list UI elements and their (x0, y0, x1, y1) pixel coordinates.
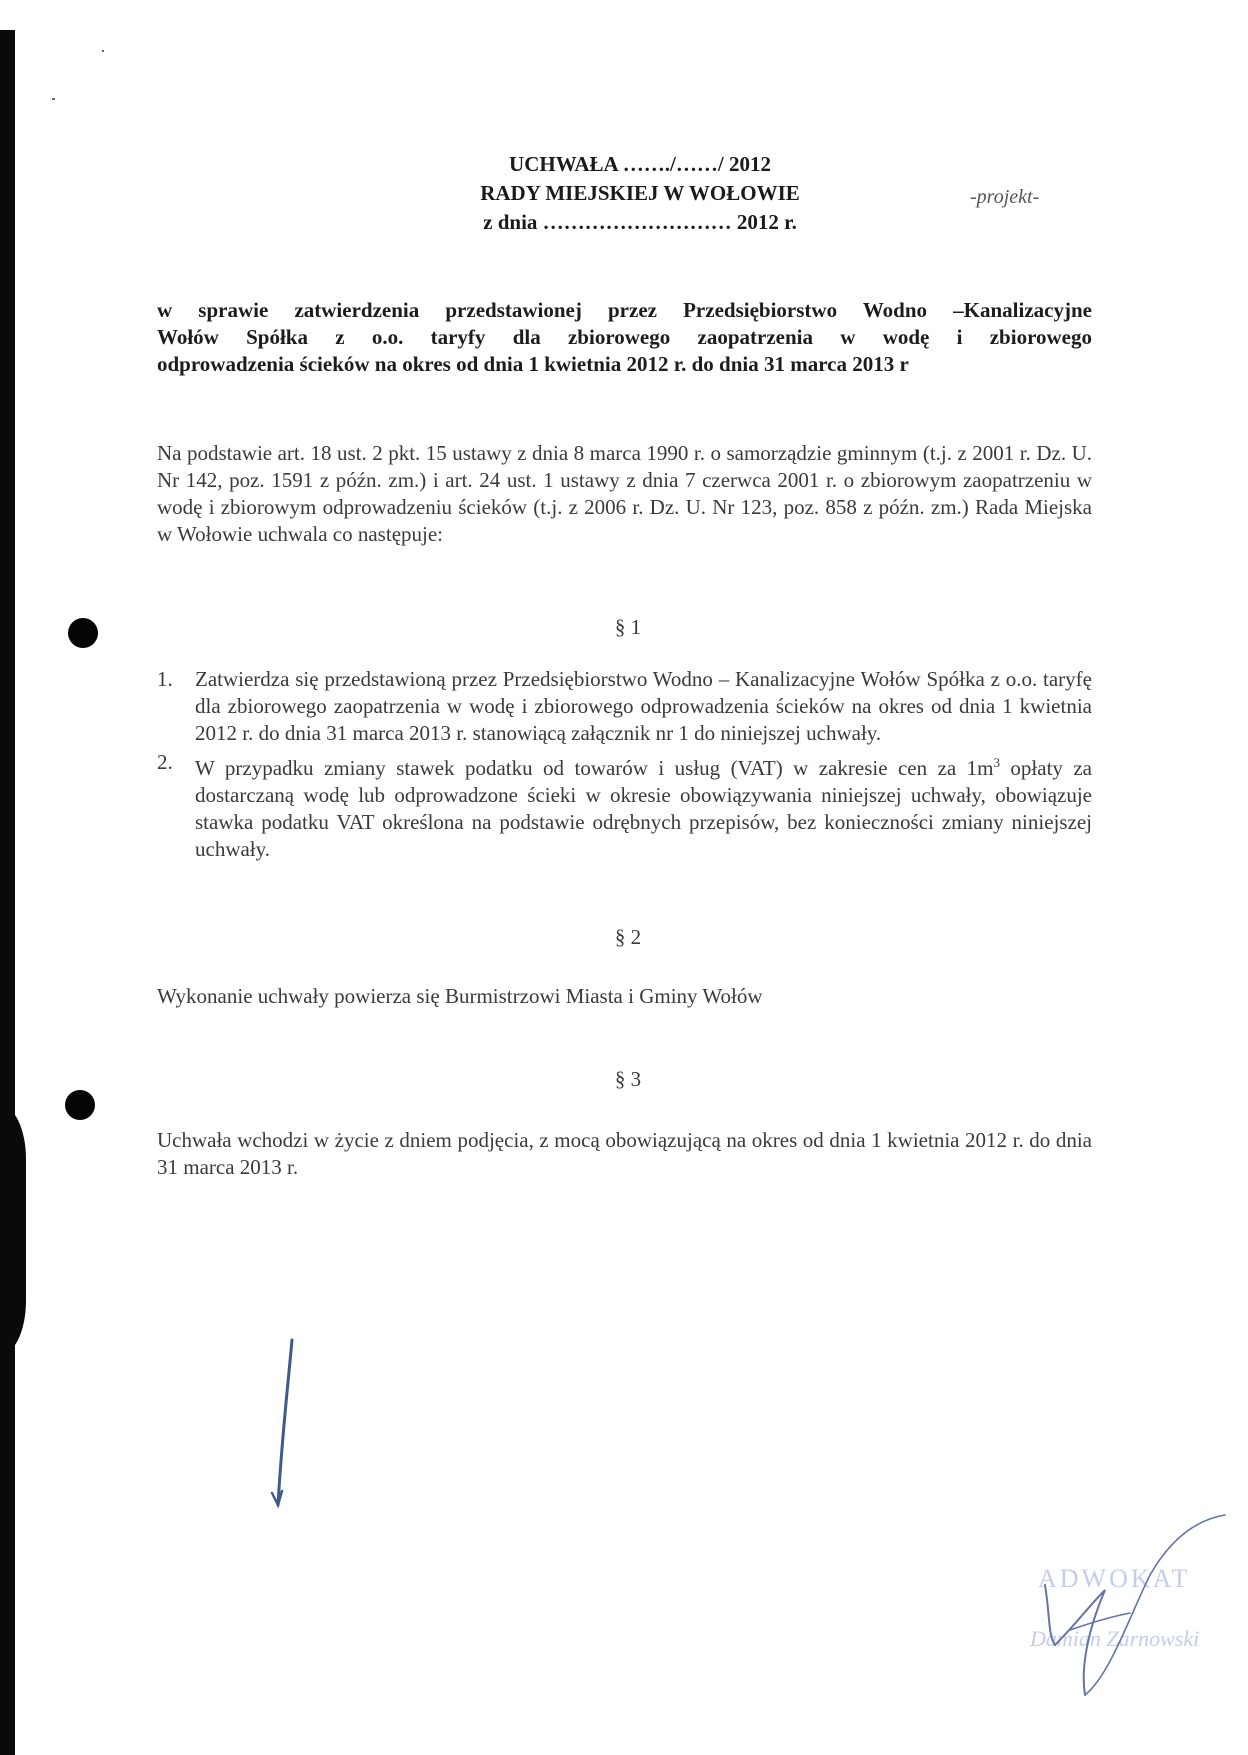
scan-speck (102, 50, 104, 52)
council-name: RADY MIEJSKIEJ W WOŁOWIE (480, 181, 800, 205)
cubic-superscript: 3 (993, 755, 1000, 770)
section-1-sign: § 1 (614, 615, 642, 639)
subject-line: odprowadzenia ścieków na okres od dnia 1 kwietnia 2012 r. do dnia 31 marca 2013 r (157, 352, 909, 376)
list-item-text-part: opłaty za dostarczaną wodę lub odprowadzone ścieki w okresie obowiązywania niniejszej uchwały, obowiązuje stawka podatku VAT określona na podstawie odrębnych przepisów, bez konieczności zmiany niniejszej uchwały. (195, 756, 1092, 861)
list-item-text: Zatwierdza się przedstawioną przez Przedsiębiorstwo Wodno – Kanalizacyjne Wołów Spółka z o.o. taryfę dla zbiorowego zaopatrzenia w wodę i zbiorowego odprowadzenia ścieków na okres od dnia 1 kwietnia 2012 r. do dnia 31 marca 2013 r. stanowiącą załącznik nr 1 do niniejszej uchwały. (195, 667, 1092, 745)
subject-line: w sprawie zatwierdzenia przedstawionej przez Przedsiębiorstwo Wodno –Kanalizacyjne (157, 298, 1092, 322)
punch-hole (65, 1090, 95, 1120)
section-2-text: Wykonanie uchwały powierza się Burmistrzowi Miasta i Gminy Wołów (157, 984, 763, 1008)
scan-border (0, 30, 15, 1755)
list-item (157, 749, 1092, 863)
handwritten-signature (1030, 1505, 1230, 1705)
stamp-title: ADWOKAT (1038, 1564, 1191, 1593)
resolution-subject (157, 297, 1092, 378)
draft-mark: -projekt- (970, 186, 1040, 208)
resolution-date: z dnia ……………………… 2012 r. (483, 210, 797, 234)
list-item-number: 2. (157, 750, 173, 774)
scan-speck (52, 98, 55, 100)
scan-border-bulge (0, 1105, 26, 1355)
legal-basis-preamble: Na podstawie art. 18 ust. 2 pkt. 15 ustawy z dnia 8 marca 1990 r. o samorządzie gminnym (t.j. z 2001 r. Dz. U. Nr 142, poz. 1591 z późn. zm.) i art. 24 ust. 1 ustawy z dnia 7 czerwca 2001 r. o zbiorowym zaopatrzeniu w wodę i zbiorowym odprowadzeniu ścieków (t.j. z 2006 r. Dz. U. Nr 123, poz. 858 z późn. zm.) Rada Miejska w Wołowie uchwala co następuje: (157, 441, 1092, 546)
list-item-number: 1. (157, 667, 173, 691)
resolution-header (430, 150, 850, 237)
subject-line: Wołów Spółka z o.o. taryfy dla zbiorowego zaopatrzenia w wodę i zbiorowego (157, 325, 1092, 349)
scan-edge-top (0, 0, 15, 30)
section-2-sign: § 2 (614, 925, 642, 949)
list-item-text (195, 749, 1092, 863)
resolution-number: UCHWAŁA ……./……/ 2012 (509, 152, 771, 176)
list-item-text-part: W przypadku zmiany stawek podatku od towarów i usług (VAT) w zakresie cen za 1m (195, 756, 994, 780)
section-1-list (157, 666, 1092, 865)
section-3-text: Uchwała wchodzi w życie z dniem podjęcia, z mocą obowiązującą na okres od dnia 1 kwietnia 2012 r. do dnia 31 marca 2013 r. (157, 1128, 1092, 1179)
list-item (157, 666, 1092, 747)
section-3-sign: § 3 (614, 1067, 642, 1091)
pen-mark (268, 1335, 298, 1515)
punch-hole (68, 618, 98, 648)
stamp-name: Damian Zarnowski (1030, 1626, 1200, 1651)
